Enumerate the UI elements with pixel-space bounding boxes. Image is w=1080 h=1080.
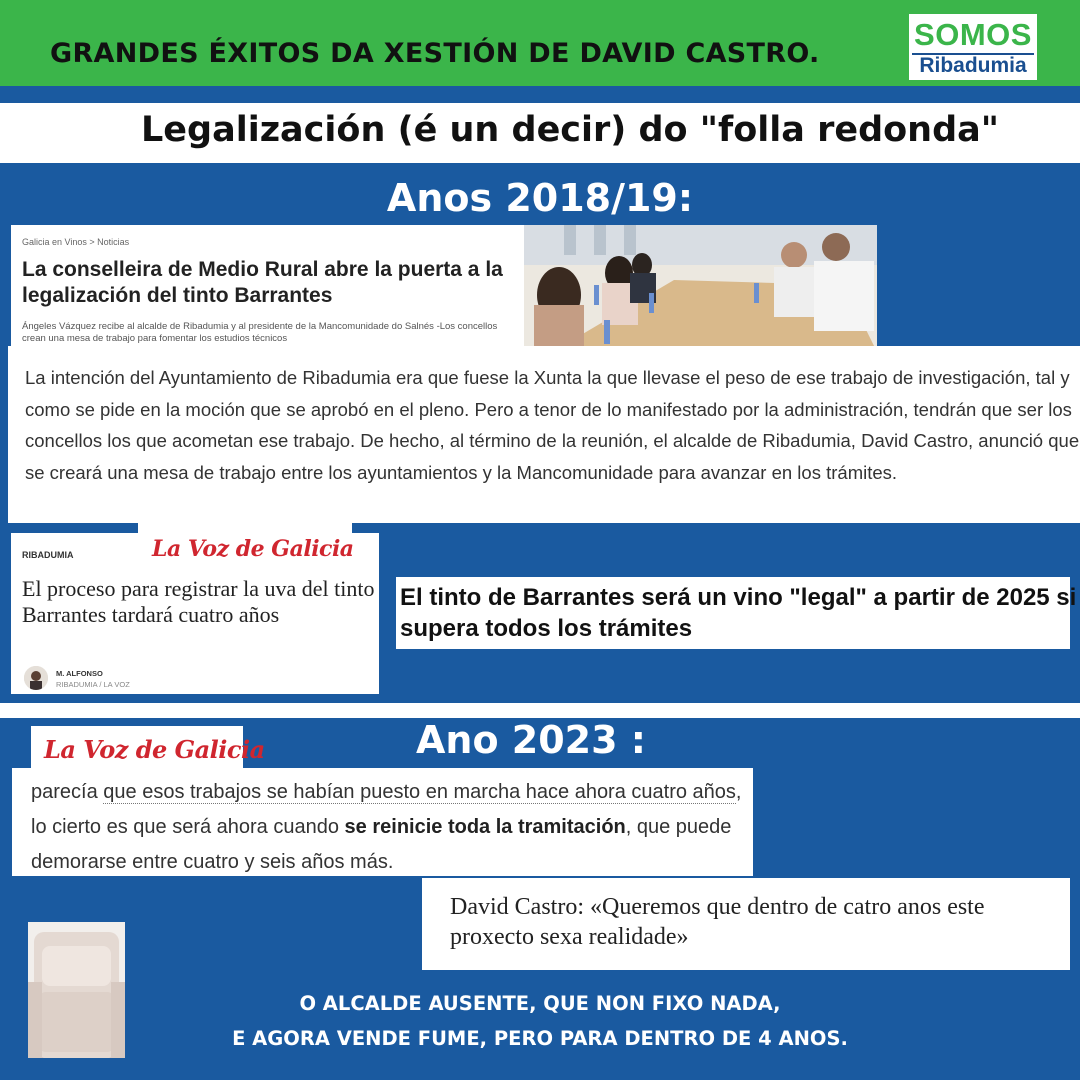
subtitle: Legalización (é un decir) do "folla redonda" bbox=[140, 110, 999, 150]
quote-text-2023 bbox=[31, 775, 751, 880]
quote-part-b: que esos trabajos se habían puesto en marcha hace ahora cuatro años bbox=[103, 781, 736, 803]
quote-text-2018: La intención del Ayuntamiento de Ribadumia era que fuese la Xunta la que llevase el peso de ese trabajo de investigación, tal y como se pide en la moción que se aprobó en el pleno. Pero a tenor de lo manifestado por la administración, tendrán que ser los concellos los que acometan ese trabajo. De hecho, al término de la reunión, el alcalde de Ribadumia, David Castro, anunció que se creará una mesa de trabajo entre los ayuntamientos y la Mancomunidade para avanzar en los trámites. bbox=[25, 367, 1080, 483]
quote-part-e: , que puede demorarse entre cuatro y seis años más. bbox=[31, 816, 732, 873]
article-headline-la-voz: El proceso para registrar la uva del tinto Barrantes tardará cuatro años bbox=[22, 576, 375, 627]
avatar-icon bbox=[24, 666, 48, 690]
section-label: RIBADUMIA bbox=[22, 550, 74, 560]
footer-line-1: O ALCALDE AUSENTE, QUE NON FIXO NADA, bbox=[299, 992, 781, 1015]
la-voz-logo: La Voz de Galicia bbox=[152, 536, 354, 562]
author-role: RIBADUMIA / LA VOZ bbox=[56, 680, 130, 689]
quote-part-d: se reinicie toda la tramitación bbox=[344, 816, 626, 838]
section-divider bbox=[0, 703, 1080, 718]
quote-david-castro: David Castro: «Queremos que dentro de catro anos este proxecto sexa realidade» bbox=[450, 894, 985, 950]
author-avatar bbox=[24, 666, 48, 690]
la-voz-logo-2023: La Voz de Galicia bbox=[44, 735, 265, 764]
article-headline-tinto-legal: El tinto de Barrantes será un vino "legal" a partir de 2025 si supera todos los trámites bbox=[400, 584, 1077, 642]
logo-text-bottom: Ribadumia bbox=[912, 53, 1034, 77]
breadcrumb: Galicia en Vinos > Noticias bbox=[22, 237, 130, 247]
page-title: GRANDES ÉXITOS DA XESTIÓN DE DAVID CASTRO. bbox=[50, 38, 820, 69]
meeting-photo bbox=[524, 225, 877, 352]
logo bbox=[909, 14, 1037, 80]
footer-line-2: E AGORA VENDE FUME, PERO PARA DENTRO DE 4 ANOS. bbox=[232, 1027, 848, 1050]
author-name: M. ALFONSO bbox=[56, 669, 103, 678]
section-heading-2023: Ano 2023 : bbox=[416, 718, 646, 762]
article-headline: La conselleira de Medio Rural abre la puerta a la legalización del tinto Barrantes bbox=[22, 258, 503, 307]
quote-part-c: , lo cierto es que será ahora cuando bbox=[31, 781, 742, 838]
article-dek: Ángeles Vázquez recibe al alcalde de Ribadumia y al presidente de la Mancomunidade do Salnés -Los concellos crean una mesa de trabajo para fomentar los estudios técnicos bbox=[22, 321, 498, 344]
section-heading-2018: Anos 2018/19: bbox=[386, 176, 694, 220]
quote-part-a: parecía bbox=[31, 781, 104, 803]
meeting-photo-illustration bbox=[524, 225, 877, 352]
logo-text-top: SOMOS bbox=[912, 17, 1034, 53]
